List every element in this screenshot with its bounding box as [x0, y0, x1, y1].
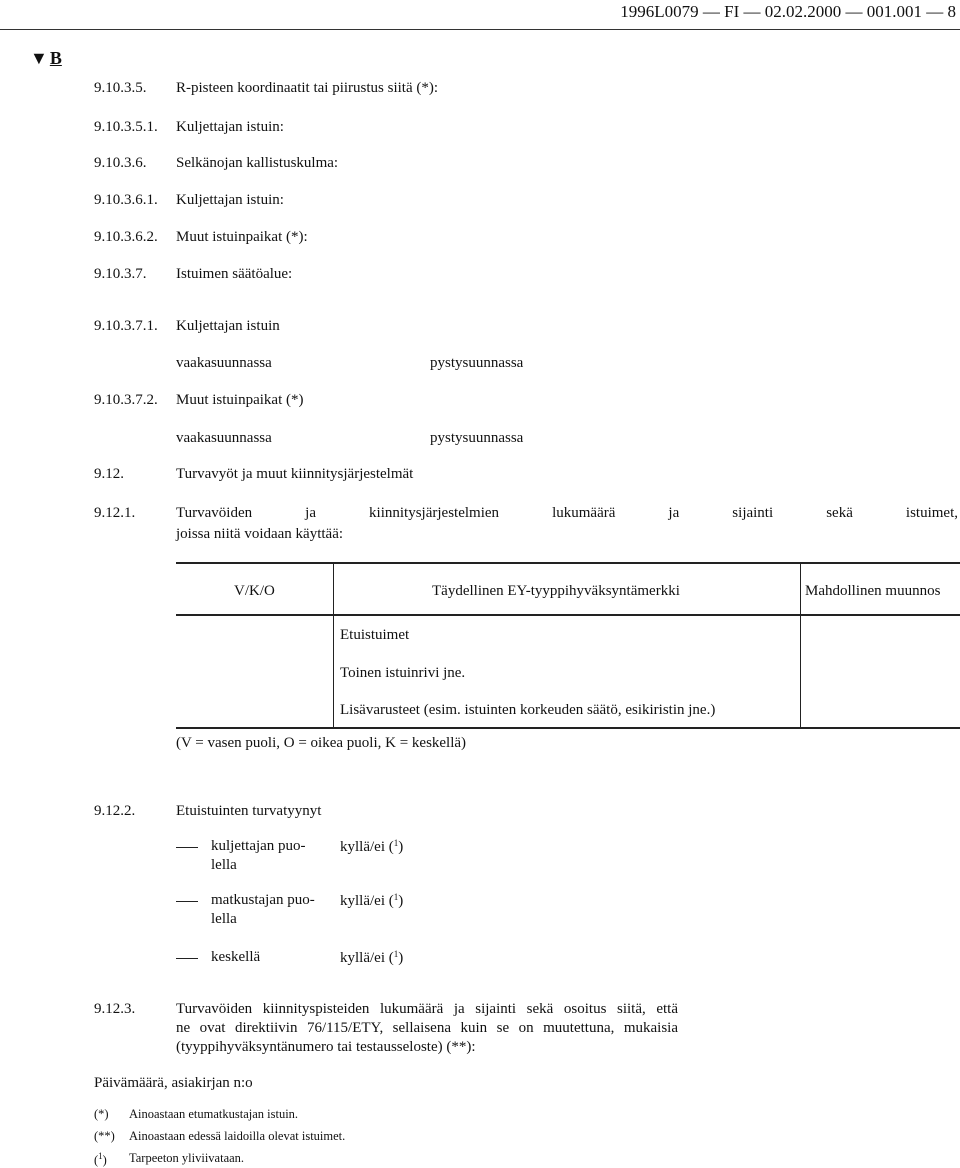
airbag-position-label-continued: lella	[211, 857, 237, 873]
table-column-divider	[333, 563, 334, 728]
footnote-mark-open: (	[94, 1153, 99, 1167]
item-text-continued: ne ovat direktiivin 76/115/ETY, sellaisena kuin se on muutettuna, mukaisia	[176, 1020, 678, 1036]
footnote-text: Ainoastaan etumatkustajan istuin.	[129, 1107, 299, 1121]
date-and-document-number: Päivämäärä, asiakirjan n:o	[94, 1075, 253, 1091]
footnote-mark-number: 1	[98, 1151, 103, 1161]
item-text: Turvavöiden ja kiinnitysjärjestelmien lukumäärä ja sijainti sekä istuimet,	[176, 505, 958, 521]
table-bottom-rule	[176, 727, 960, 729]
horizontal-adjust-label: vaakasuunnassa	[176, 355, 272, 371]
airbag-value-footnote-ref: 1	[393, 892, 399, 902]
item-text: Turvavyöt ja muut kiinnitysjärjestelmät	[176, 466, 414, 482]
table-row-label: Etuistuimet	[340, 627, 410, 643]
airbag-position-label: keskellä	[211, 949, 261, 965]
airbag-value-footnote-ref: 1	[393, 838, 399, 848]
em-dash-icon	[176, 847, 198, 848]
airbag-value-text: kyllä/ei (	[340, 893, 394, 909]
airbag-value-footnote-ref: 1	[393, 949, 399, 959]
footnote-text: Ainoastaan edessä laidoilla olevat istuimet.	[129, 1129, 346, 1143]
table-header-approval-mark: Täydellinen EY-tyyppihyväksyntämerkki	[432, 583, 680, 599]
item-text: Kuljettajan istuin:	[176, 119, 284, 135]
item-text: Istuimen säätöalue:	[176, 266, 293, 282]
table-column-divider	[800, 563, 801, 728]
airbag-value	[340, 838, 403, 856]
footnote-mark-close: )	[102, 1153, 107, 1167]
airbag-value-close: )	[398, 893, 404, 909]
airbag-value-close: )	[398, 950, 404, 966]
table-header-rule	[176, 614, 960, 616]
airbag-value-close: )	[398, 839, 404, 855]
item-number: 9.10.3.6.1.	[94, 192, 158, 208]
table-header-variant: Mahdollinen muunnos	[805, 583, 941, 599]
vertical-adjust-label: pystysuunnassa	[430, 355, 524, 371]
item-number: 9.10.3.7.1.	[94, 318, 158, 334]
table-top-rule	[176, 562, 960, 564]
triangle-down-icon: ▼	[30, 48, 48, 68]
item-number: 9.12.	[94, 466, 124, 482]
em-dash-icon	[176, 958, 198, 959]
airbag-value-text: kyllä/ei (	[340, 839, 394, 855]
footnote-mark	[94, 1151, 107, 1168]
item-text: Kuljettajan istuin:	[176, 192, 284, 208]
footnote-text: Tarpeeton yliviivataan.	[129, 1151, 245, 1165]
item-number: 9.12.3.	[94, 1001, 136, 1017]
item-number: 9.12.2.	[94, 803, 136, 819]
document-reference: 1996L0079 — FI — 02.02.2000 — 001.001 — 8	[620, 2, 956, 21]
item-text-continued: (tyyppihyväksyntänumero tai testausseloste) (**):	[176, 1039, 476, 1055]
item-text: Selkänojan kallistuskulma:	[176, 155, 339, 171]
marker-letter: B	[49, 48, 62, 68]
table-row-label: Toinen istuinrivi jne.	[340, 665, 466, 681]
item-number: 9.10.3.5.	[94, 80, 147, 96]
horizontal-adjust-label: vaakasuunnassa	[176, 430, 272, 446]
item-text: Kuljettajan istuin	[176, 318, 280, 334]
item-number: 9.10.3.6.2.	[94, 229, 158, 245]
table-row-label: Lisävarusteet (esim. istuinten korkeuden säätö, esikiristin jne.)	[340, 702, 716, 718]
item-text: Muut istuinpaikat (*)	[176, 392, 304, 408]
table-legend-note: (V = vasen puoli, O = oikea puoli, K = keskellä)	[176, 735, 467, 751]
item-text: Muut istuinpaikat (*):	[176, 229, 308, 245]
airbag-value	[340, 949, 403, 967]
airbag-value	[340, 892, 403, 910]
header-rule	[0, 29, 960, 30]
amendment-marker	[30, 48, 62, 69]
item-number: 9.10.3.6.	[94, 155, 147, 171]
item-number: 9.10.3.7.	[94, 266, 147, 282]
em-dash-icon	[176, 901, 198, 902]
footnote-mark: (*)	[94, 1107, 109, 1121]
item-text: Etuistuinten turvatyynyt	[176, 803, 322, 819]
item-number: 9.10.3.5.1.	[94, 119, 158, 135]
table-header-side: V/K/O	[234, 583, 275, 599]
footnote-mark: (**)	[94, 1129, 115, 1143]
airbag-position-label-continued: lella	[211, 911, 237, 927]
vertical-adjust-label: pystysuunnassa	[430, 430, 524, 446]
item-text: Turvavöiden kiinnityspisteiden lukumäärä ja sijainti sekä osoitus siitä, että	[176, 1001, 678, 1017]
item-number: 9.12.1.	[94, 505, 136, 521]
airbag-position-label: matkustajan puo-	[211, 892, 315, 908]
airbag-value-text: kyllä/ei (	[340, 950, 394, 966]
item-text: R-pisteen koordinaatit tai piirustus siitä (*):	[176, 80, 439, 96]
airbag-position-label: kuljettajan puo-	[211, 838, 306, 854]
item-text-continued: joissa niitä voidaan käyttää:	[176, 526, 344, 542]
item-number: 9.10.3.7.2.	[94, 392, 158, 408]
